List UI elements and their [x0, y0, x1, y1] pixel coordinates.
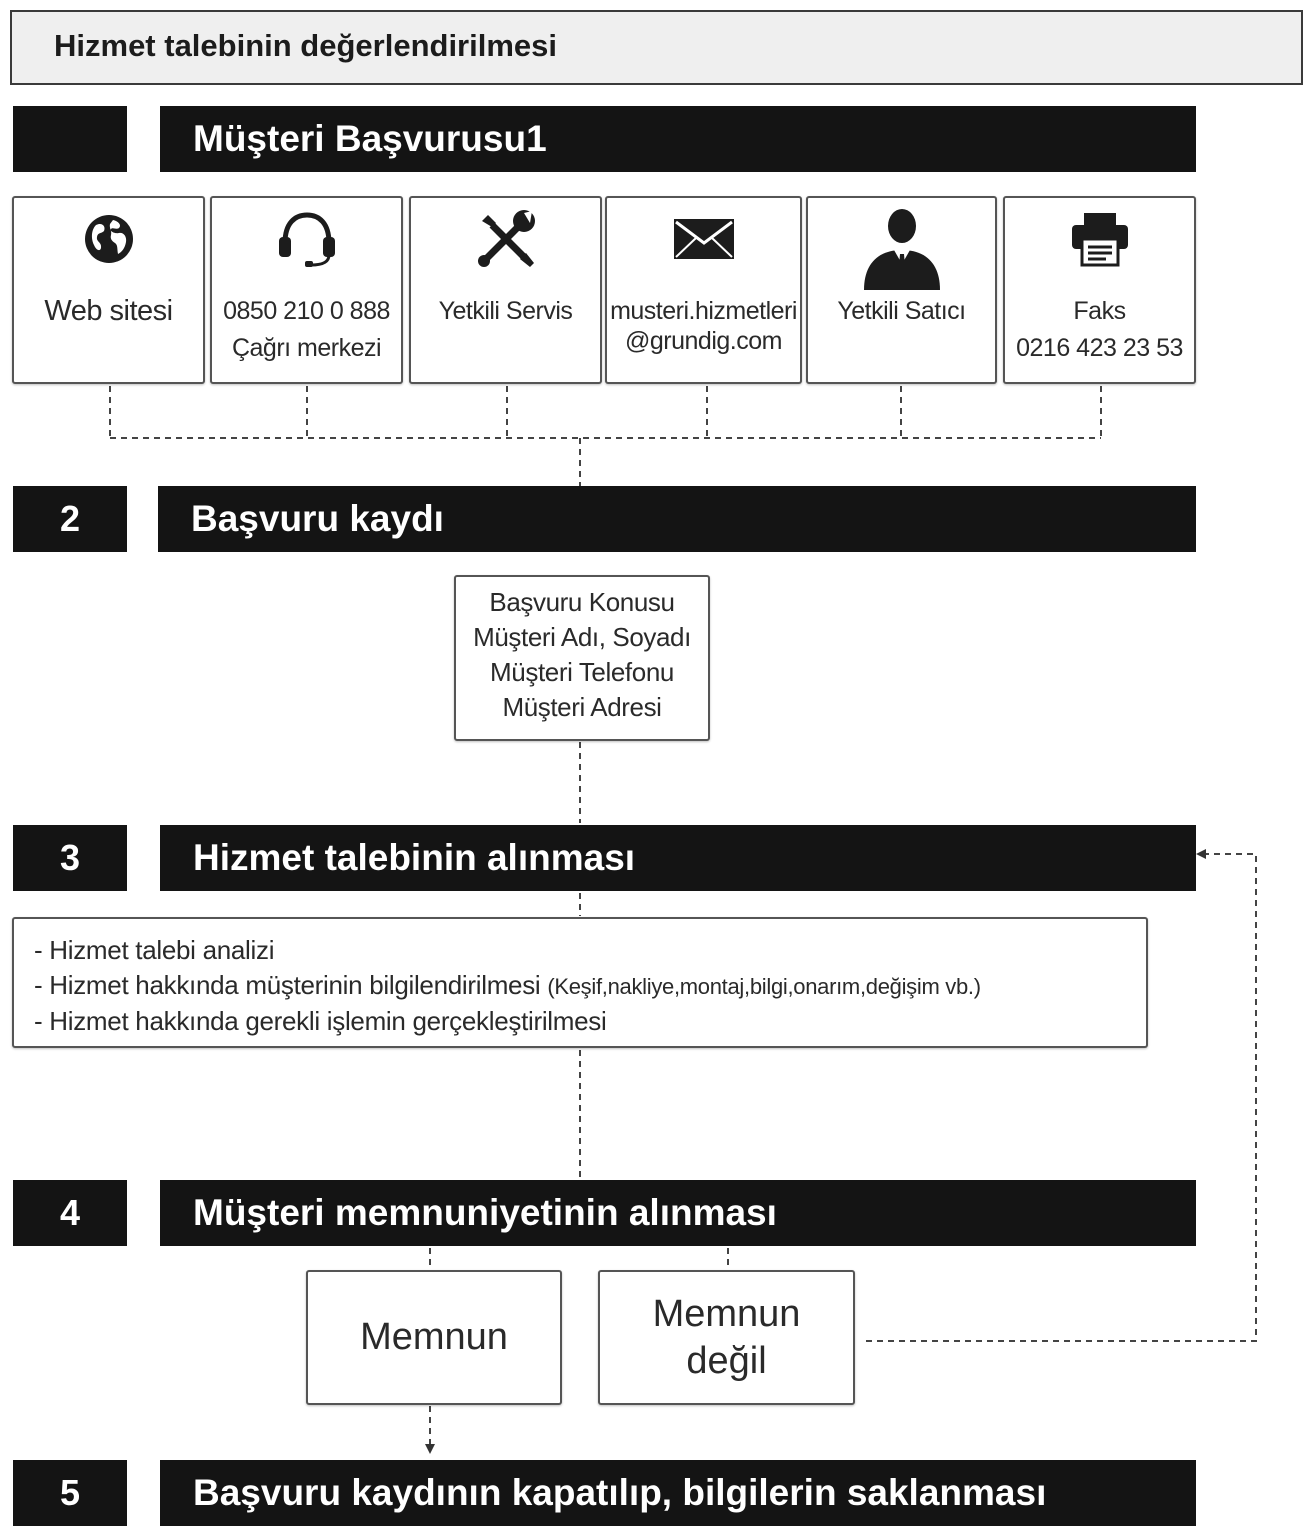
step-bar-service-request	[160, 825, 1196, 891]
channel-label: Web sitesi	[44, 295, 173, 327]
step-label: Başvuru kaydı	[191, 498, 444, 539]
channel-email-domain: @grundig.com	[625, 327, 782, 355]
channel-phone: 0850 210 0 888	[223, 297, 390, 325]
step-number-box	[13, 1460, 127, 1526]
channel-web	[12, 196, 205, 384]
tools-icon	[411, 206, 600, 272]
step-number-box	[13, 486, 127, 552]
channel-fax-number: 0216 423 23 53	[1016, 334, 1183, 362]
outcome-satisfied	[306, 1270, 562, 1405]
headset-icon	[212, 206, 401, 272]
globe-icon	[14, 206, 203, 272]
task-text: - Hizmet hakkında müşterinin bilgilendirilmesi	[34, 970, 541, 1000]
task-item: - Hizmet talebi analizi	[34, 935, 275, 965]
channel-label: Faks	[1073, 297, 1126, 325]
step-bar-record	[158, 486, 1196, 552]
step-number: 5	[59, 1472, 81, 1513]
service-tasks-box	[12, 917, 1148, 1048]
outcome-label-line1: Memnun	[652, 1292, 801, 1335]
envelope-icon	[607, 206, 800, 272]
outcome-label: Memnun	[360, 1316, 508, 1358]
step-number-box	[13, 1180, 127, 1246]
step-bar-close-record	[160, 1460, 1196, 1526]
channel-authorized-dealer	[806, 196, 997, 384]
task-item	[34, 968, 1146, 1004]
page-title: Hizmet talebinin değerlendirilmesi	[54, 28, 558, 63]
step-number: 4	[59, 1192, 81, 1233]
fax-icon	[1005, 206, 1194, 272]
step-label: Hizmet talebinin alınması	[193, 837, 636, 878]
step-number-box	[13, 106, 127, 172]
step-bar-application	[160, 106, 1196, 172]
step-number: 2	[59, 498, 81, 539]
record-field: Başvuru Konusu	[489, 587, 675, 617]
record-fields-box	[454, 575, 710, 741]
channel-email	[605, 196, 802, 384]
channel-authorized-service	[409, 196, 602, 384]
person-icon	[808, 202, 995, 292]
outcome-label-line2: değil	[686, 1339, 767, 1382]
channel-call-center	[210, 196, 403, 384]
outcome-not-satisfied	[598, 1270, 855, 1405]
step-label: Başvuru kaydının kapatılıp, bilgilerin saklanması	[193, 1472, 1047, 1513]
channel-label: Yetkili Satıcı	[837, 297, 966, 325]
step-number-box	[13, 825, 127, 891]
channel-fax	[1003, 196, 1196, 384]
channel-label: Yetkili Servis	[438, 297, 573, 325]
channel-label: Çağrı merkezi	[231, 334, 382, 362]
record-field: Müşteri Adresi	[502, 692, 662, 722]
task-detail: (Keşif,nakliye,montaj,bilgi,onarım,değişim vb.)	[547, 974, 981, 999]
step-bar-satisfaction	[160, 1180, 1196, 1246]
record-field: Müşteri Telefonu	[490, 657, 674, 687]
record-field: Müşteri Adı, Soyadı	[473, 622, 691, 652]
channel-email-address: musteri.hizmetleri	[610, 297, 797, 325]
step-label: Müşteri Başvurusu1	[193, 118, 547, 159]
step-number: 3	[59, 837, 81, 878]
step-label: Müşteri memnuniyetinin alınması	[193, 1192, 777, 1233]
task-item: - Hizmet hakkında gerekli işlemin gerçekleştirilmesi	[34, 1006, 607, 1036]
